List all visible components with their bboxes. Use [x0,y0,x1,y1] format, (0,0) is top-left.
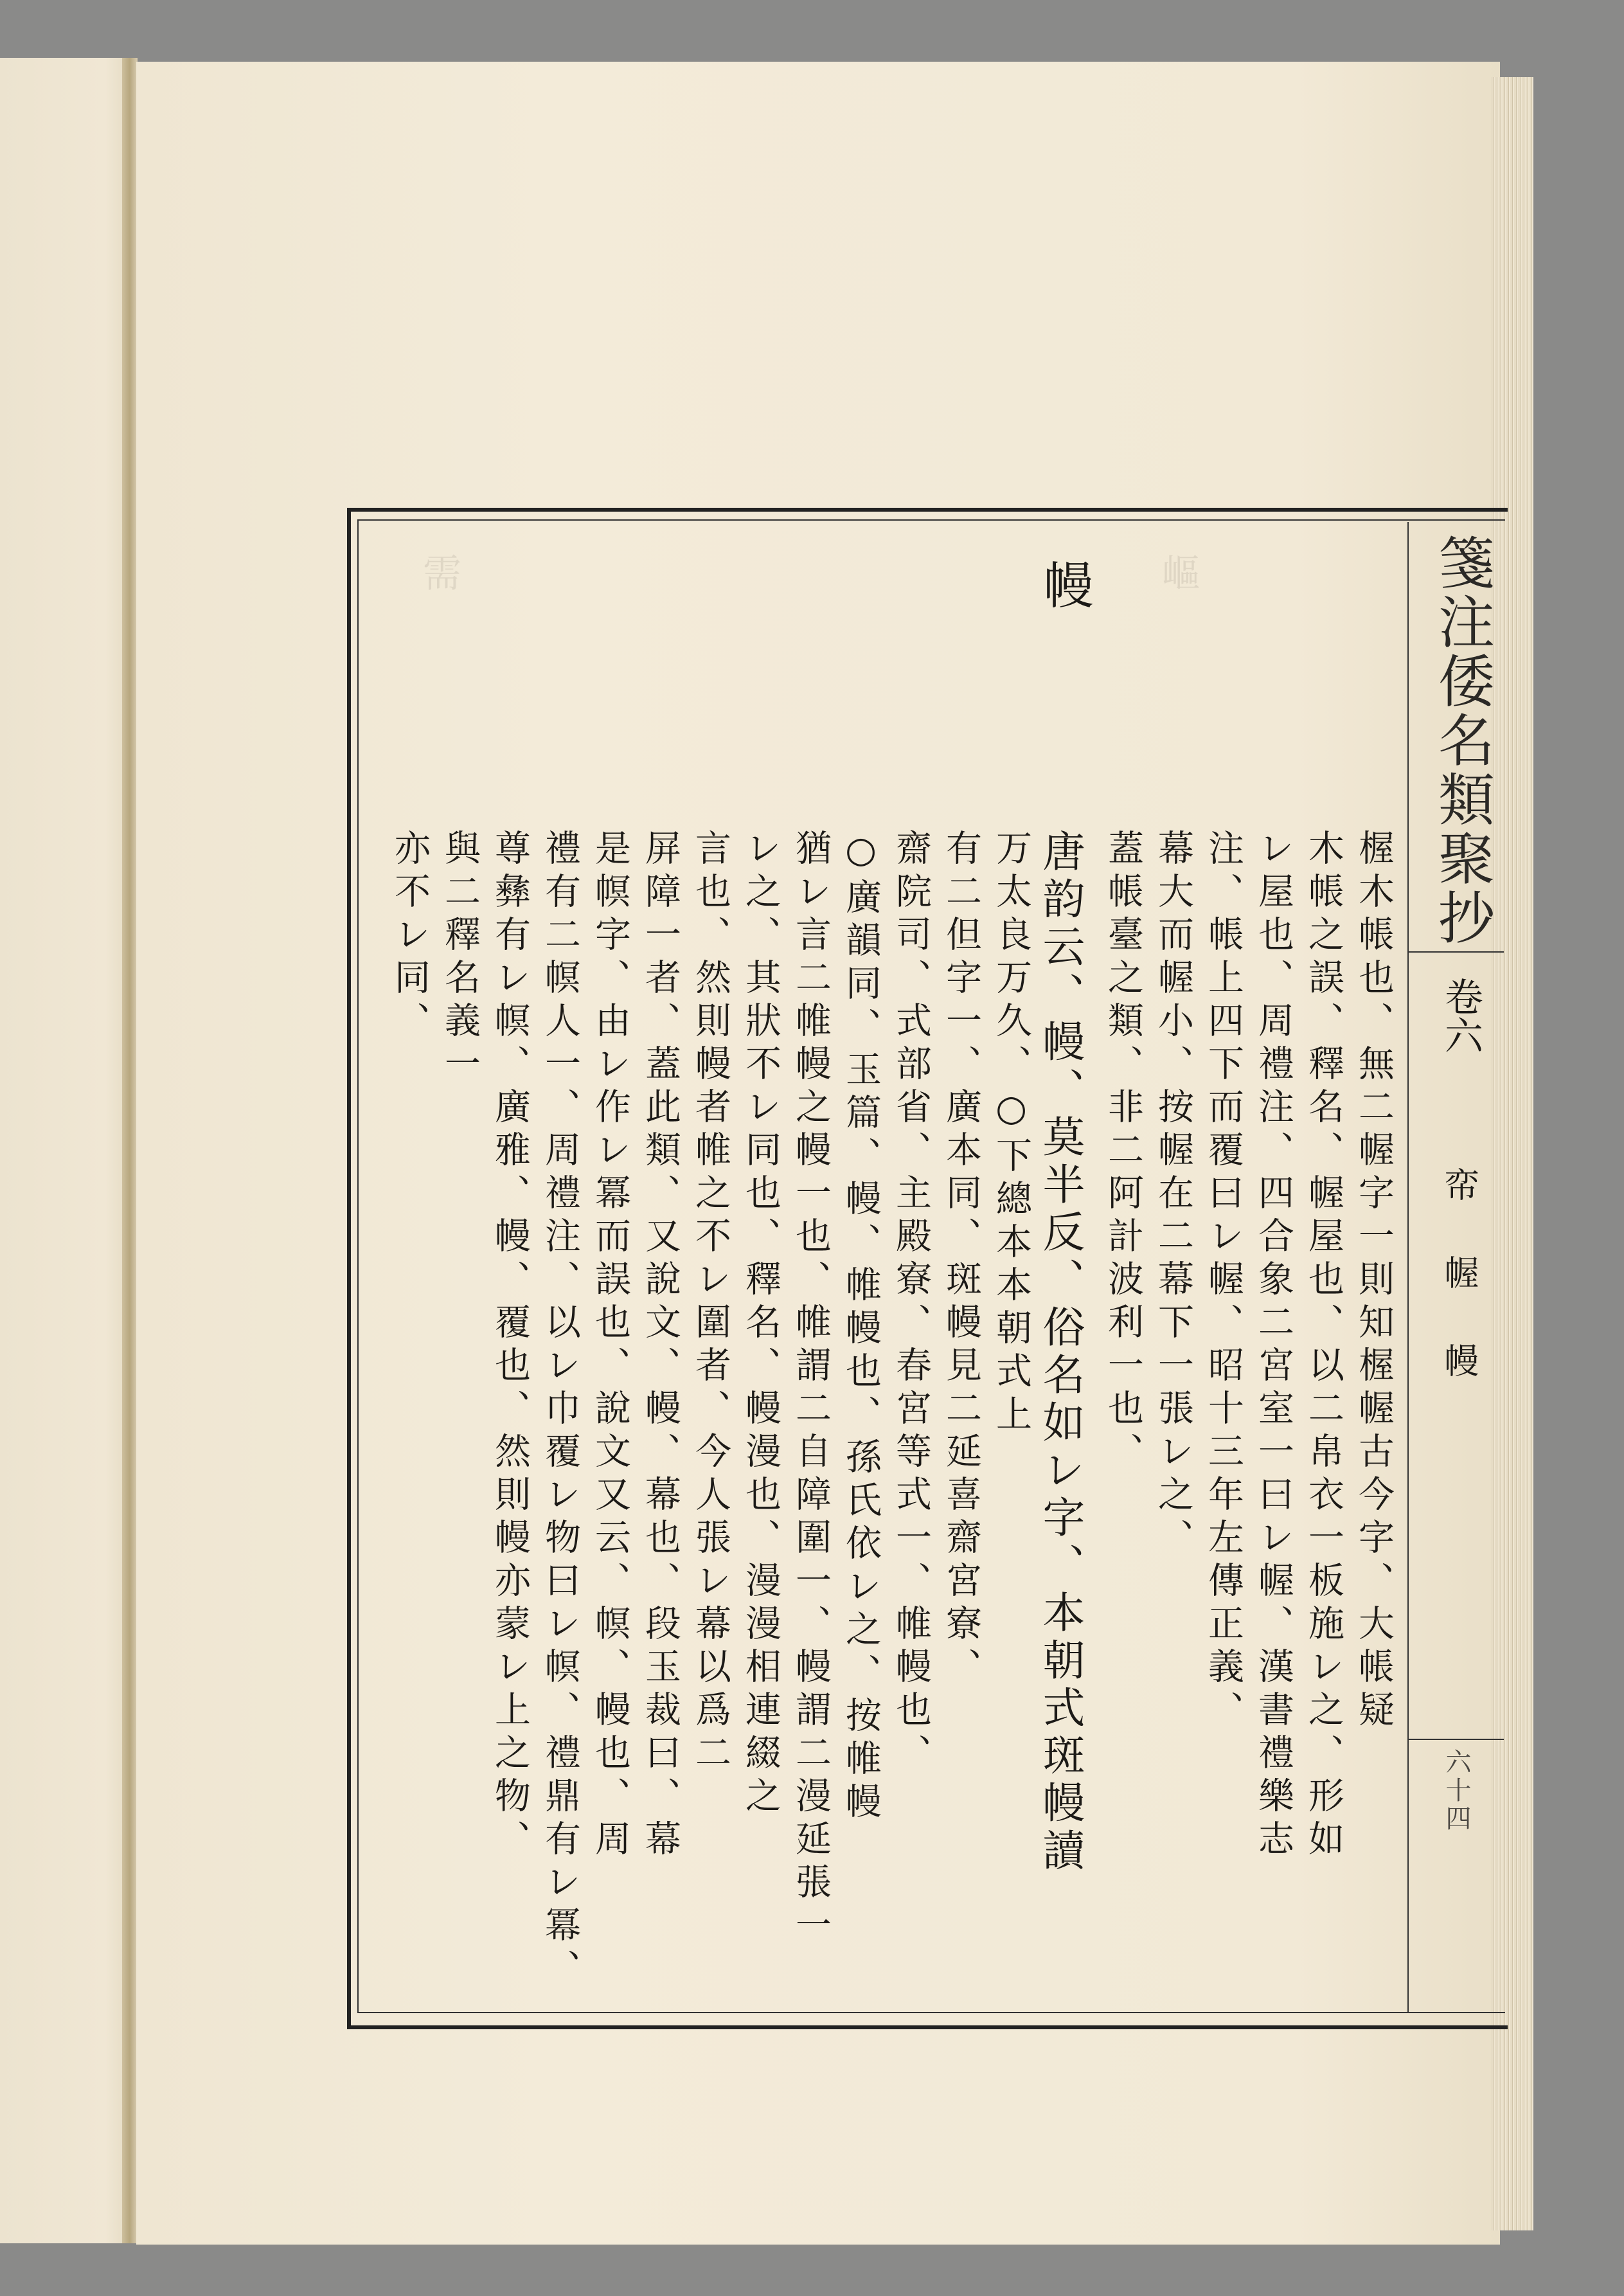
text-column: 齋院司、式部省、主殿寮、春宮等式一、帷幔也、 [890,829,932,1777]
book-title: 箋注倭名類聚抄 [1429,534,1495,947]
bleed-through-text: 嶇 [1156,553,1200,630]
label-divider [1407,1739,1504,1740]
text-column: 猶レ言二帷幔之幔一也、帷謂二自障圍一、幔謂二漫延張一 [790,829,832,1949]
text-column: 楃木帳也、無二幄字一則知楃幄古今字、大帳疑 [1353,829,1395,1734]
text-column: 言也、然則幔者帷之不レ圍者、今人張レ幕以爲二 [690,829,731,1777]
book-gutter [122,58,138,2243]
entry-heading: 幔 [1035,559,1093,614]
text-column: レ屋也、周禮注、四合象二宮室一曰レ幄、漢書禮樂志 [1253,829,1294,1863]
text-column: 與二釋名義一 [439,829,481,1088]
bleed-through-text: 需 [416,553,461,630]
text-column: レ之、其狀不レ同也、釋名、幔漫也、漫漫相連綴之 [740,829,781,1820]
text-column: 尊彝有レ幎、廣雅、幔、覆也、然則幔亦蒙レ上之物、 [489,829,531,1863]
text-column: 幕大而幄小、按幄在二幕下一張レ之、 [1152,829,1194,1561]
text-column: 亦不レ同、 [389,829,431,1045]
text-column: 蓋帳臺之類、非二阿計波利一也、 [1102,829,1144,1475]
page-number: 六十四 [1441,1748,1471,1833]
section-label: 帟 幄 幔 [1439,1167,1479,1384]
left-page [0,58,132,2243]
text-column: 木帳之誤、釋名、幄屋也、以二帛衣一板施レ之、形如 [1303,829,1344,1863]
text-column: 禮有二幎人一、周禮注、以レ巾覆レ物曰レ幎、禮鼎有レ冪、 [539,829,581,1992]
text-column: 注、帳上四下而覆曰レ幄、昭十三年左傳正義、 [1202,829,1244,1734]
label-divider [1407,951,1504,953]
text-column: 是幎字、由レ作レ冪而誤也、說文又云、幎、幔也、周 [589,829,631,1863]
text-column: 万太良万久、○下總本本朝式上 [990,829,1032,1438]
text-column: 有二但字一、廣本同、斑幔見二延喜齋宮寮、 [940,829,982,1691]
text-column-main: 唐韵云、幔、莫半反、俗名如レ字、本朝式斑幔讀 [1035,829,1085,1876]
volume-label: 卷六 [1438,977,1483,1054]
text-column: ○廣韻同、玉篇、幔、帷幔也、孫氏依レ之、按帷幔 [840,829,882,1825]
text-column: 屏障一者、蓋此類、又說文、幔、幕也、段玉裁曰、幕 [639,829,681,1863]
